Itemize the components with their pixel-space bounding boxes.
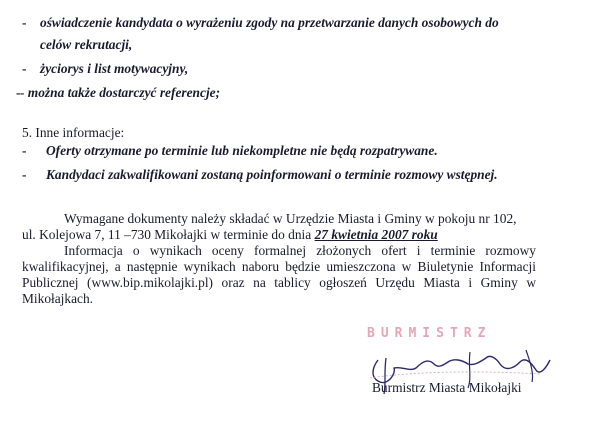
info-item-late-offers: Oferty otrzymane po terminie lub niekompletne nie będą rozpatrywane. bbox=[46, 143, 438, 158]
para2-line4: Mikołajkach. bbox=[22, 291, 94, 306]
para2-line3: Publicznej (www.bip.mikolajki.pl) oraz na tablicy ogłoszeń Urzędu Miasta i Gminy w bbox=[22, 275, 536, 290]
list-dash: - bbox=[16, 85, 21, 100]
mayor-stamp: BURMISTRZ bbox=[367, 326, 492, 341]
list-dash: - bbox=[22, 167, 27, 182]
list-dash: - bbox=[22, 143, 27, 158]
section-heading: 5. Inne informacje: bbox=[22, 125, 125, 140]
list-item-cv: życiorys i list motywacyjny, bbox=[40, 61, 189, 76]
para1-line2 bbox=[22, 227, 438, 243]
list-item-consent: oświadczenie kandydata o wyrażeniu zgody na przetwarzanie danych osobowych do bbox=[40, 15, 499, 30]
mayor-title: Burmistrz Miasta Mikołajki bbox=[372, 380, 522, 395]
para1-address: ul. Kolejowa 7, 11 –730 Mikołajki w terminie do dnia bbox=[22, 227, 312, 242]
info-item-candidates: Kandydaci zakwalifikowani zostaną poinformowani o terminie rozmowy wstępnej. bbox=[46, 167, 498, 182]
list-dash: - bbox=[22, 61, 27, 76]
para2-line2: kwalifikacyjnej, a następnie wynikach naboru będzie umieszczona w Biuletynie Informacji bbox=[22, 259, 536, 274]
para1-line1: Wymagane dokumenty należy składać w Urzędzie Miasta i Gminy w pokoju nr 102, bbox=[64, 211, 517, 226]
para2-line1: Informacja o wynikach oceny formalnej złożonych ofert i terminie rozmowy bbox=[64, 243, 536, 258]
list-dash: - bbox=[22, 15, 27, 30]
deadline-date: 27 kwietnia 2007 roku bbox=[314, 227, 438, 242]
list-item-consent-cont: celów rekrutacji, bbox=[40, 37, 133, 52]
list-item-references: - można także dostarczyć referencje; bbox=[20, 85, 221, 100]
